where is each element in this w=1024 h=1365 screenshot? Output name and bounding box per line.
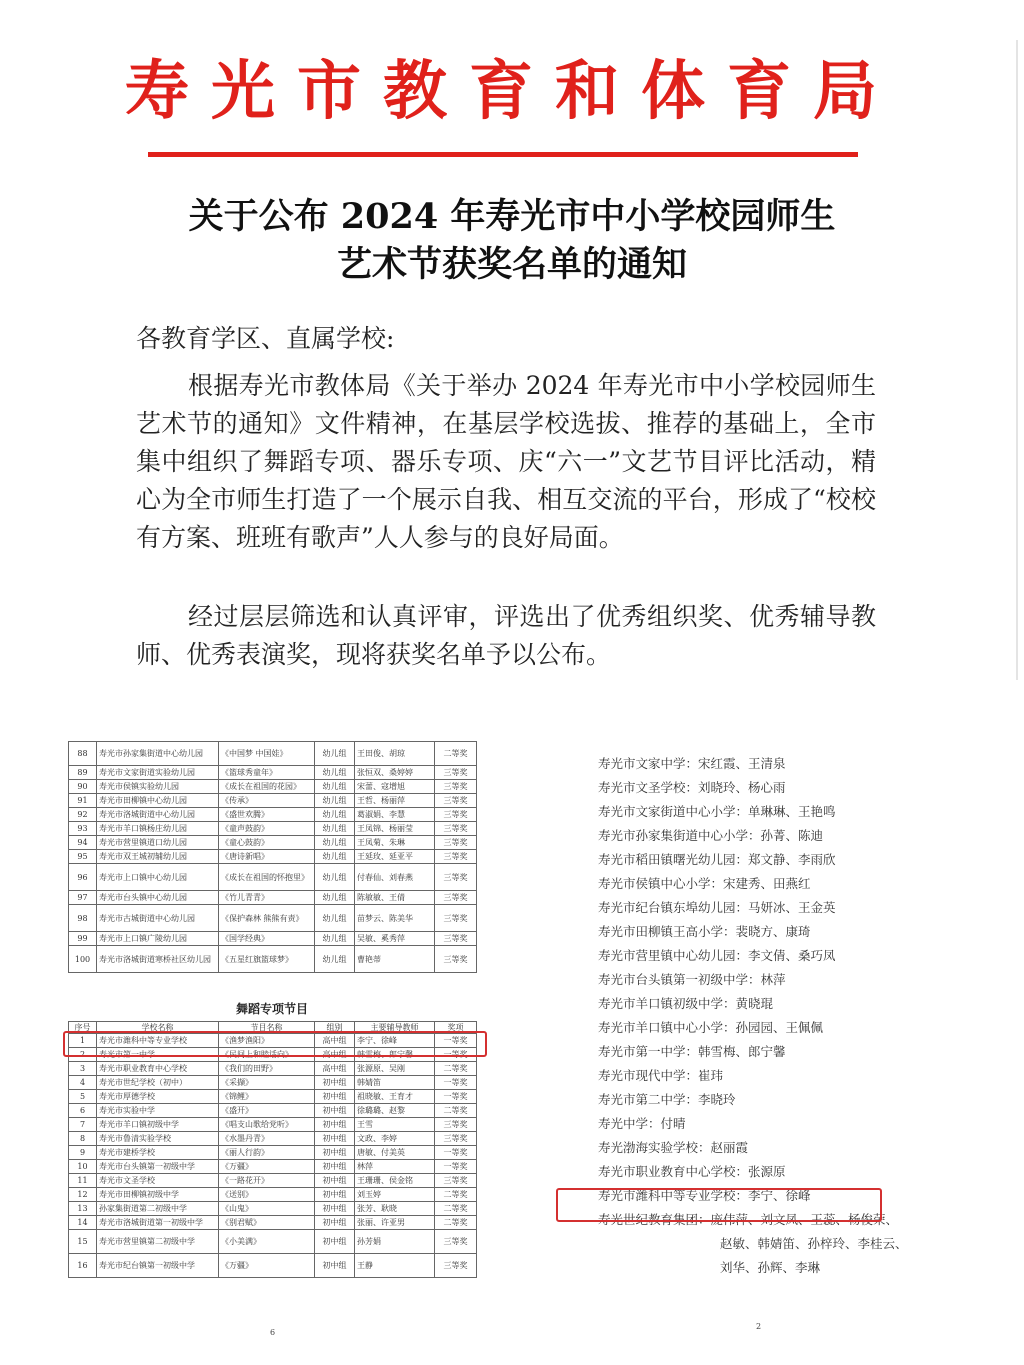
cell-no: 92	[69, 808, 97, 822]
cell-school: 寿光市田柳镇初级中学	[97, 1188, 219, 1202]
cell-no: 14	[69, 1216, 97, 1230]
salutation: 各教育学区、直属学校:	[136, 324, 395, 353]
cell-school: 寿光市上口镇中心幼儿园	[97, 864, 219, 891]
cell-school: 寿光市上口镇广陵幼儿园	[97, 932, 219, 946]
award-table-dance	[68, 1021, 477, 1278]
cell-teacher: 文政、李婷	[355, 1132, 435, 1146]
cell-teacher: 张恒双、桑婷婷	[355, 766, 435, 780]
cell-teacher: 张源原、吴刚	[355, 1062, 435, 1076]
name-list-item: 寿光市侯镇中心小学：宋建秀、田燕红	[598, 876, 811, 891]
cell-no: 90	[69, 780, 97, 794]
cell-group: 初中组	[315, 1118, 355, 1132]
cell-award: 三等奖	[435, 932, 477, 946]
table-row	[69, 1254, 477, 1278]
cell-teacher: 曹艳蒂	[355, 946, 435, 973]
cell-group: 幼儿组	[315, 808, 355, 822]
cell-award: 三等奖	[435, 1230, 477, 1254]
cell-teacher: 王延玫、延亚平	[355, 850, 435, 864]
cell-teacher: 孙芳娟	[355, 1230, 435, 1254]
section-title-dance: 舞蹈专项节目	[235, 1002, 308, 1016]
cell-program: 《丽人行韵》	[219, 1146, 315, 1160]
cell-teacher: 付春仙、刘春燕	[355, 864, 435, 891]
table-row	[69, 1090, 477, 1104]
header-cell-group: 组别	[315, 1022, 355, 1034]
cell-program: 《童声鼓韵》	[219, 822, 315, 836]
cell-teacher: 王哲、杨丽萍	[355, 794, 435, 808]
masthead-red-line	[148, 152, 858, 157]
cell-school: 寿光市台头镇中心幼儿园	[97, 891, 219, 905]
table-row	[69, 850, 477, 864]
cell-program: 《保护森林 熊熊有责》	[219, 905, 315, 932]
cell-group: 幼儿组	[315, 864, 355, 891]
cell-teacher: 王凤菊、朱琳	[355, 836, 435, 850]
table-row	[69, 932, 477, 946]
cell-teacher: 王田俊、胡琼	[355, 742, 435, 766]
cell-award: 三等奖	[435, 946, 477, 973]
header-cell-award: 奖项	[435, 1022, 477, 1034]
cell-program: 《篮球秀童年》	[219, 766, 315, 780]
cell-school: 寿光市第一中学	[97, 1048, 219, 1062]
award-table-dance-body	[69, 1034, 477, 1278]
cell-teacher: 葛淑娟、李慧	[355, 808, 435, 822]
cell-program: 《采撷》	[219, 1076, 315, 1090]
cell-award: 三等奖	[435, 808, 477, 822]
cell-teacher: 张芳、耿晓	[355, 1202, 435, 1216]
cell-school: 寿光市洛城街道寒桥社区幼儿园	[97, 946, 219, 973]
cell-school: 寿光市洛城街道第一初级中学	[97, 1216, 219, 1230]
cell-teacher: 徐璐璐、赵黎	[355, 1104, 435, 1118]
cell-no: 3	[69, 1062, 97, 1076]
table-row	[69, 1160, 477, 1174]
name-list-item: 寿光市潍科中等专业学校：李宁、徐峰	[598, 1188, 811, 1203]
cell-no: 96	[69, 864, 97, 891]
cell-award: 三等奖	[435, 1254, 477, 1278]
cell-award: 三等奖	[435, 1174, 477, 1188]
cell-school: 寿光市厚德学校	[97, 1090, 219, 1104]
name-list-item: 寿光市稻田镇曙光幼儿园：郑文静、李雨欣	[598, 852, 836, 867]
cell-school: 寿光市洛城街道中心幼儿园	[97, 808, 219, 822]
cell-group: 高中组	[315, 1062, 355, 1076]
name-list-item: 寿光市羊口镇初级中学：黄晓琨	[598, 996, 774, 1011]
cell-teacher: 林萍	[355, 1160, 435, 1174]
highlight-box-table-row	[63, 1031, 487, 1057]
name-list-item: 寿光市台头镇第一初级中学：林萍	[598, 972, 786, 987]
cell-school: 寿光市古城街道中心幼儿园	[97, 905, 219, 932]
cell-program: 《万疆》	[219, 1254, 315, 1278]
name-list-item: 寿光市文家中学：宋红霞、王清泉	[598, 756, 786, 771]
cell-program: 《传承》	[219, 794, 315, 808]
cell-group: 初中组	[315, 1188, 355, 1202]
cell-group: 幼儿组	[315, 766, 355, 780]
cell-group: 初中组	[315, 1132, 355, 1146]
cell-teacher: 李宁、徐峰	[355, 1034, 435, 1048]
cell-award: 三等奖	[435, 794, 477, 808]
masthead-title: 寿光市教育和体育局	[125, 55, 899, 129]
cell-award: 一等奖	[435, 1034, 477, 1048]
table-row	[69, 905, 477, 932]
cell-program: 《成长在祖国的花园》	[219, 780, 315, 794]
cell-school: 寿光市建桥学校	[97, 1146, 219, 1160]
name-list-item: 赵敏、韩婧笛、孙梓玲、李桂云、	[720, 1236, 908, 1251]
header-cell-school: 学校名称	[97, 1022, 219, 1034]
name-list-item: 寿光世纪教育集团：庞伟萍、刘文凤、王蕊、杨俊荣、	[598, 1212, 899, 1227]
cell-program: 《山鬼》	[219, 1202, 315, 1216]
table-row	[69, 836, 477, 850]
cell-no: 13	[69, 1202, 97, 1216]
cell-group: 幼儿组	[315, 780, 355, 794]
cell-program: 《别君赋》	[219, 1216, 315, 1230]
cell-award: 三等奖	[435, 905, 477, 932]
cell-school: 寿光市文圣学校	[97, 1174, 219, 1188]
cell-group: 初中组	[315, 1104, 355, 1118]
cell-no: 100	[69, 946, 97, 973]
cell-group: 初中组	[315, 1254, 355, 1278]
table-row	[69, 794, 477, 808]
cell-award: 三等奖	[435, 1132, 477, 1146]
table-row	[69, 766, 477, 780]
cell-award: 三等奖	[435, 891, 477, 905]
document-title-line1: 关于公布 2024 年寿光市中小学校园师生	[188, 196, 836, 237]
cell-teacher: 唐敏、付美英	[355, 1146, 435, 1160]
cell-teacher: 韩雪梅、郎宁馨	[355, 1048, 435, 1062]
header-cell-program: 节目名称	[219, 1022, 315, 1034]
cell-program: 《唐诗新唱》	[219, 850, 315, 864]
body-paragraph-2: 经过层层筛选和认真评审，评选出了优秀组织奖、优秀辅导教师、优秀表演奖，现将获奖名单予以公布。	[136, 602, 876, 669]
name-list-item: 寿光市第一中学：韩雪梅、郎宁馨	[598, 1044, 786, 1059]
cell-program: 《竹儿青青》	[219, 891, 315, 905]
cell-teacher: 王雪	[355, 1118, 435, 1132]
table-row	[69, 1118, 477, 1132]
cell-no: 4	[69, 1076, 97, 1090]
page-edge-divider	[1016, 40, 1018, 680]
name-list-item: 寿光中学：付晴	[598, 1116, 686, 1131]
cell-program: 《万疆》	[219, 1160, 315, 1174]
cell-group: 幼儿组	[315, 850, 355, 864]
cell-no: 91	[69, 794, 97, 808]
name-list-item: 寿光市文圣学校：刘晓玲、杨心雨	[598, 780, 786, 795]
cell-teacher: 王凤锦、杨丽莹	[355, 822, 435, 836]
cell-program: 《水墨丹青》	[219, 1132, 315, 1146]
cell-award: 一等奖	[435, 1160, 477, 1174]
cell-no: 94	[69, 836, 97, 850]
table-row	[69, 1076, 477, 1090]
cell-program: 《盛开》	[219, 1104, 315, 1118]
table-row	[69, 1132, 477, 1146]
cell-program: 《民间上和睦话向》	[219, 1048, 315, 1062]
cell-no: 98	[69, 905, 97, 932]
cell-program: 《唱支山歌给党听》	[219, 1118, 315, 1132]
cell-group: 幼儿组	[315, 946, 355, 973]
name-list-item: 寿光市现代中学：崔玮	[598, 1068, 724, 1083]
cell-group: 初中组	[315, 1076, 355, 1090]
name-list-item: 寿光市羊口镇中心小学：孙园园、王佩佩	[598, 1020, 824, 1035]
cell-group: 幼儿组	[315, 932, 355, 946]
cell-award: 一等奖	[435, 1076, 477, 1090]
cell-no: 2	[69, 1048, 97, 1062]
table-row	[69, 891, 477, 905]
cell-school: 寿光市侯镇实验幼儿园	[97, 780, 219, 794]
header-cell-no: 序号	[69, 1022, 97, 1034]
cell-group: 幼儿组	[315, 742, 355, 766]
cell-school: 寿光市台头镇第一初级中学	[97, 1160, 219, 1174]
cell-no: 5	[69, 1090, 97, 1104]
table-row	[69, 1216, 477, 1230]
cell-teacher: 吴敏、奚秀萍	[355, 932, 435, 946]
cell-teacher: 陈敏敏、王倩	[355, 891, 435, 905]
cell-award: 二等奖	[435, 1104, 477, 1118]
cell-school: 寿光市双王城初辅幼儿园	[97, 850, 219, 864]
cell-group: 初中组	[315, 1160, 355, 1174]
cell-program: 《国学经典》	[219, 932, 315, 946]
table-row	[69, 742, 477, 766]
cell-award: 一等奖	[435, 1146, 477, 1160]
table-row	[69, 780, 477, 794]
cell-teacher: 张丽、许亚男	[355, 1216, 435, 1230]
cell-teacher: 祖晓敏、王育才	[355, 1090, 435, 1104]
cell-no: 10	[69, 1160, 97, 1174]
cell-program: 《成长在祖国的怀抱里》	[219, 864, 315, 891]
cell-teacher: 王珊珊、侯金铭	[355, 1174, 435, 1188]
cell-program: 《五星红旗篮球梦》	[219, 946, 315, 973]
table-row	[69, 864, 477, 891]
cell-program: 《盛世欢腾》	[219, 808, 315, 822]
cell-program: 《一路花开》	[219, 1174, 315, 1188]
table-row	[69, 822, 477, 836]
table-row	[69, 1062, 477, 1076]
cell-no: 1	[69, 1034, 97, 1048]
cell-teacher: 王静	[355, 1254, 435, 1278]
cell-school: 寿光市羊口镇杨庄幼儿园	[97, 822, 219, 836]
cell-no: 88	[69, 742, 97, 766]
cell-award: 三等奖	[435, 850, 477, 864]
page-number-left: 6	[270, 1328, 276, 1337]
cell-award: 二等奖	[435, 1188, 477, 1202]
cell-award: 二等奖	[435, 1062, 477, 1076]
cell-no: 16	[69, 1254, 97, 1278]
award-table-kindergarten	[68, 741, 477, 973]
cell-no: 12	[69, 1188, 97, 1202]
table-row	[69, 1104, 477, 1118]
cell-no: 89	[69, 766, 97, 780]
cell-award: 二等奖	[435, 1216, 477, 1230]
cell-no: 11	[69, 1174, 97, 1188]
cell-no: 15	[69, 1230, 97, 1254]
cell-school: 寿光市纪台镇第一初级中学	[97, 1254, 219, 1278]
name-list-item: 寿光市孙家集街道中心小学：孙菁、陈迪	[598, 828, 824, 843]
body-paragraph-1: 根据寿光市教体局《关于举办 2024 年寿光市中小学校园师生艺术节的通知》文件精神，在基层学校选拔、推荐的基础上，全市集中组织了舞蹈专项、器乐专项、庆“六一”文艺节目评比活动，精心为全市师生打造了一个展示自我、相互交流的平台，形成了“校校有方案、班班有歌声”人人参与的良好局面。	[136, 371, 876, 552]
cell-school: 寿光市职业教育中心学校	[97, 1062, 219, 1076]
cell-teacher: 刘玉婷	[355, 1188, 435, 1202]
cell-program: 《中国梦 中国娃》	[219, 742, 315, 766]
cell-no: 93	[69, 822, 97, 836]
cell-school: 寿光市鲁清实验学校	[97, 1132, 219, 1146]
cell-school: 寿光市营里镇第二初级中学	[97, 1230, 219, 1254]
cell-program: 《锦鲤》	[219, 1090, 315, 1104]
cell-group: 幼儿组	[315, 794, 355, 808]
cell-program: 《童心鼓韵》	[219, 836, 315, 850]
cell-school: 寿光市羊口镇初级中学	[97, 1118, 219, 1132]
cell-school: 孙家集街道第二初级中学	[97, 1202, 219, 1216]
cell-group: 高中组	[315, 1034, 355, 1048]
cell-teacher: 宋蕾、寇增旭	[355, 780, 435, 794]
name-list-item: 寿光市职业教育中心学校：张源原	[598, 1164, 786, 1179]
cell-group: 幼儿组	[315, 905, 355, 932]
cell-group: 初中组	[315, 1230, 355, 1254]
cell-school: 寿光市文家街道实验幼儿园	[97, 766, 219, 780]
header-cell-teacher: 主要辅导教师	[355, 1022, 435, 1034]
cell-teacher: 韩婧笛	[355, 1076, 435, 1090]
cell-group: 初中组	[315, 1090, 355, 1104]
page-number-right: 2	[756, 1322, 762, 1331]
highlight-box-name-row	[556, 1188, 882, 1222]
name-list-item: 寿光市第二中学：李晓玲	[598, 1092, 736, 1107]
cell-award: 一等奖	[435, 1090, 477, 1104]
cell-no: 6	[69, 1104, 97, 1118]
table-row	[69, 1188, 477, 1202]
table-row	[69, 946, 477, 973]
table-row	[69, 1230, 477, 1254]
cell-group: 初中组	[315, 1216, 355, 1230]
name-list-item: 寿光市文家街道中心小学：单琳琳、王艳鸣	[598, 804, 836, 819]
cell-no: 97	[69, 891, 97, 905]
cell-school: 寿光市孙家集街道中心幼儿园	[97, 742, 219, 766]
cell-award: 一等奖	[435, 1048, 477, 1062]
cell-award: 三等奖	[435, 766, 477, 780]
name-list-item: 寿光市纪台镇东埠幼儿园：马妍冰、王金英	[598, 900, 836, 915]
cell-group: 初中组	[315, 1174, 355, 1188]
cell-no: 99	[69, 932, 97, 946]
cell-program: 《小美满》	[219, 1230, 315, 1254]
award-table-kindergarten-body	[69, 742, 477, 973]
name-list-item: 寿光市田柳镇王高小学：裴晓方、康琦	[598, 924, 811, 939]
cell-no: 9	[69, 1146, 97, 1160]
cell-school: 寿光市世纪学校（初中）	[97, 1076, 219, 1090]
cell-program: 《渔梦渔阳》	[219, 1034, 315, 1048]
cell-group: 幼儿组	[315, 891, 355, 905]
cell-school: 寿光市潍科中等专业学校	[97, 1034, 219, 1048]
cell-school: 寿光市实验中学	[97, 1104, 219, 1118]
cell-group: 初中组	[315, 1202, 355, 1216]
cell-award: 三等奖	[435, 836, 477, 850]
cell-program: 《我们的田野》	[219, 1062, 315, 1076]
cell-no: 95	[69, 850, 97, 864]
name-list-item: 寿光市营里镇中心幼儿园：李文倩、桑巧凤	[598, 948, 836, 963]
cell-group: 初中组	[315, 1146, 355, 1160]
cell-school: 寿光市营里镇道口幼儿园	[97, 836, 219, 850]
table-row	[69, 1146, 477, 1160]
cell-award: 三等奖	[435, 780, 477, 794]
cell-teacher: 苗梦云、陈美华	[355, 905, 435, 932]
name-list-item: 寿光渤海实验学校：赵丽霞	[598, 1140, 749, 1155]
cell-program: 《送别》	[219, 1188, 315, 1202]
cell-award: 三等奖	[435, 822, 477, 836]
table-row	[69, 1202, 477, 1216]
name-list-item: 刘华、孙辉、李琳	[720, 1260, 821, 1275]
cell-no: 7	[69, 1118, 97, 1132]
cell-group: 幼儿组	[315, 822, 355, 836]
cell-award: 二等奖	[435, 1202, 477, 1216]
cell-group: 幼儿组	[315, 836, 355, 850]
cell-award: 三等奖	[435, 1118, 477, 1132]
cell-group: 高中组	[315, 1048, 355, 1062]
table-row	[69, 1174, 477, 1188]
table-row	[69, 808, 477, 822]
cell-award: 三等奖	[435, 864, 477, 891]
cell-school: 寿光市田柳镇中心幼儿园	[97, 794, 219, 808]
document-title-line2: 艺术节获奖名单的通知	[336, 244, 687, 285]
cell-no: 8	[69, 1132, 97, 1146]
cell-award: 二等奖	[435, 742, 477, 766]
